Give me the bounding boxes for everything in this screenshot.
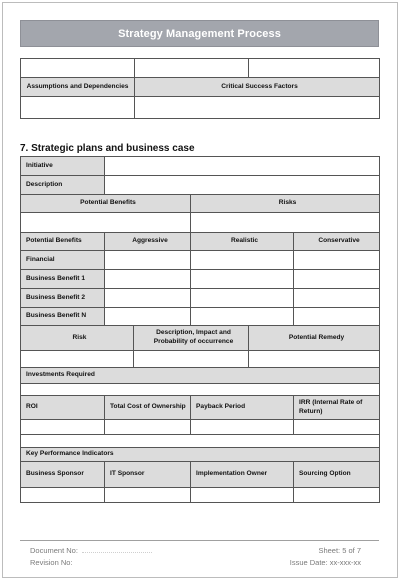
description-field[interactable] (105, 176, 380, 195)
investments-header: Investments Required (21, 368, 380, 384)
assumptions-field[interactable] (21, 97, 135, 119)
it-sponsor-header: IT Sponsor (105, 462, 191, 488)
investments-field[interactable] (21, 384, 380, 396)
section-title: 7. Strategic plans and business case (20, 143, 195, 154)
kpi-header: Key Performance Indicators (21, 448, 380, 462)
benefit-n-aggressive-field[interactable] (105, 308, 191, 326)
business-sponsor-header: Business Sponsor (21, 462, 105, 488)
financial-aggressive-field[interactable] (105, 251, 191, 270)
risk-description-field[interactable] (134, 351, 249, 368)
it-sponsor-field[interactable] (105, 488, 191, 503)
strategic-plans-table (20, 156, 380, 503)
implementation-owner-header: Implementation Owner (191, 462, 294, 488)
financial-conservative-field[interactable] (294, 251, 380, 270)
risk-field[interactable] (21, 351, 134, 368)
initiative-label: Initiative (21, 157, 105, 176)
benefit-n-realistic-field[interactable] (191, 308, 294, 326)
benefit-1-conservative-field[interactable] (294, 270, 380, 289)
roi-field[interactable] (21, 420, 105, 435)
payback-period-field[interactable] (191, 420, 294, 435)
blank-cell[interactable] (249, 59, 380, 78)
csf-field[interactable] (135, 97, 380, 119)
risk-description-header: Description, Impact and Probability of occurrence (134, 326, 249, 351)
benefit-1-aggressive-field[interactable] (105, 270, 191, 289)
roi-header: ROI (21, 396, 105, 420)
potential-benefits-field[interactable] (21, 213, 191, 233)
spacer-row (21, 435, 380, 448)
title-banner (20, 20, 379, 47)
document-number-field[interactable] (82, 552, 152, 553)
irr-header: IRR (Internal Rate of Return) (294, 396, 380, 420)
realistic-header: Realistic (191, 233, 294, 251)
potential-remedy-header: Potential Remedy (249, 326, 380, 351)
issue-date: Issue Date: xx-xxx-xx (289, 558, 361, 567)
sourcing-option-field[interactable] (294, 488, 380, 503)
conservative-header: Conservative (294, 233, 380, 251)
risk-header: Risk (21, 326, 134, 351)
risks-field[interactable] (191, 213, 380, 233)
potential-remedy-field[interactable] (249, 351, 380, 368)
potential-benefits-header: Potential Benefits (21, 195, 191, 213)
financial-label: Financial (21, 251, 105, 270)
footer-divider (20, 540, 379, 541)
blank-cell[interactable] (135, 59, 249, 78)
benefit-2-label: Business Benefit 2 (21, 289, 105, 308)
benefit-n-conservative-field[interactable] (294, 308, 380, 326)
assumptions-header: Assumptions and Dependencies (21, 78, 135, 97)
payback-period-header: Payback Period (191, 396, 294, 420)
csf-header: Critical Success Factors (135, 78, 380, 97)
benefit-1-label: Business Benefit 1 (21, 270, 105, 289)
benefits-col-header: Potential Benefits (21, 233, 105, 251)
benefit-1-realistic-field[interactable] (191, 270, 294, 289)
irr-field[interactable] (294, 420, 380, 435)
initiative-field[interactable] (105, 157, 380, 176)
benefit-2-aggressive-field[interactable] (105, 289, 191, 308)
page-title: Strategy Management Process (118, 27, 281, 40)
description-label: Description (21, 176, 105, 195)
tco-header: Total Cost of Ownership (105, 396, 191, 420)
sourcing-option-header: Sourcing Option (294, 462, 380, 488)
business-sponsor-field[interactable] (21, 488, 105, 503)
top-table (20, 58, 380, 119)
aggressive-header: Aggressive (105, 233, 191, 251)
benefit-2-conservative-field[interactable] (294, 289, 380, 308)
benefit-2-realistic-field[interactable] (191, 289, 294, 308)
implementation-owner-field[interactable] (191, 488, 294, 503)
tco-field[interactable] (105, 420, 191, 435)
revision-number: Revision No: (30, 558, 73, 567)
risks-header: Risks (191, 195, 380, 213)
blank-cell[interactable] (21, 59, 135, 78)
benefit-n-label: Business Benefit N (21, 308, 105, 326)
document-number: Document No: (30, 546, 78, 555)
sheet-number: Sheet: 5 of 7 (318, 546, 361, 555)
financial-realistic-field[interactable] (191, 251, 294, 270)
